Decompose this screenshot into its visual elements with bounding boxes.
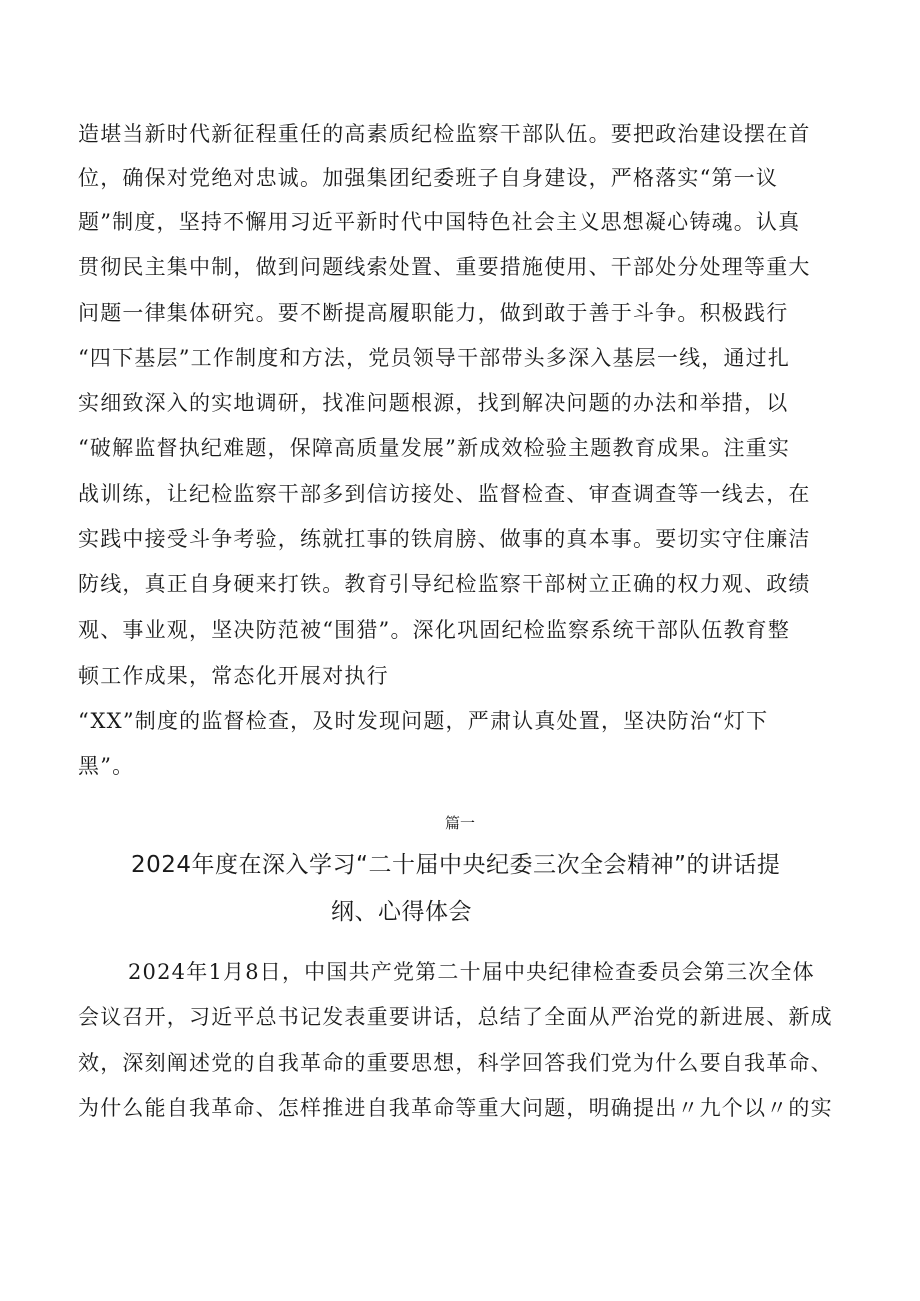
top-paragraph-line-8: “破解监督执纪难题，保障高质量发展”新成效检验主题教育成果。注重实	[78, 436, 791, 460]
top-paragraph-line-2: 位，确保对党绝对忠诚。加强集团纪委班子自身建设，严格落实“第一议	[78, 166, 779, 190]
body-paragraph-line-4: 为什么能自我革命、怎样推进自我革命等重大问题，明确提出〃九个以〃的实	[78, 1096, 833, 1120]
top-paragraph-line-7: 实细致深入的实地调研，找准问题根源，找到解决问题的办法和举措，以	[78, 391, 789, 415]
top-paragraph-line-14: “XX”制度的监督检查，及时发现问题，严肃认真处置，坚决防治“灯下	[78, 709, 769, 733]
top-paragraph-line-13: 顿工作成果，常态化开展对执行	[78, 664, 389, 688]
body-paragraph-line-2: 会议召开，习近平总书记发表重要讲话，总结了全面从严治党的新进展、新成	[78, 1005, 833, 1029]
top-paragraph-line-9: 战训练，让纪检监察干部多到信访接处、监督检查、审查调查等一线去，在	[78, 482, 811, 506]
top-paragraph-line-6: “四下基层”工作制度和方法，党员领导干部带头多深入基层一线，通过扎	[78, 346, 791, 370]
top-paragraph-line-10: 实践中接受斗争考验，练就扛事的铁肩膀、做事的真本事。要切实守住廉洁	[78, 527, 811, 551]
top-paragraph-line-12: 观、事业观，坚决防范被“围猎”。深化巩固纪检监察系统干部队伍教育整	[78, 618, 791, 642]
top-paragraph-line-11: 防线，真正自身硬来打铁。教育引导纪检监察干部树立正确的权力观、政绩	[78, 572, 811, 596]
top-paragraph-line-1: 造堪当新时代新征程重任的高素质纪检监察干部队伍。要把政治建设摆在首	[78, 122, 811, 146]
top-paragraph-line-15: 黑”。	[78, 754, 135, 778]
top-paragraph-line-4: 贯彻民主集中制，做到问题线索处置、重要措施使用、干部处分处理等重大	[78, 255, 811, 279]
section-label: 篇一	[444, 814, 475, 832]
body-paragraph-line-1: 2024年1月8日，中国共产党第二十届中央纪律检查委员会第三次全体	[128, 960, 815, 984]
top-paragraph-line-5: 问题一律集体研究。要不断提高履职能力，做到敢于善于斗争。积极践行	[78, 301, 789, 325]
article-title-line-2: 纲、心得体会	[331, 899, 472, 925]
body-paragraph-line-3: 效，深刻阐述党的自我革命的重要思想，科学回答我们党为什么要自我革命、	[78, 1051, 833, 1075]
top-paragraph-line-3: 题”制度，坚持不懈用习近平新时代中国特色社会主义思想凝心铸魂。认真	[78, 210, 801, 234]
article-title-line-1: 2024年度在深入学习“二十届中央纪委三次全会精神”的讲话提	[131, 852, 781, 878]
